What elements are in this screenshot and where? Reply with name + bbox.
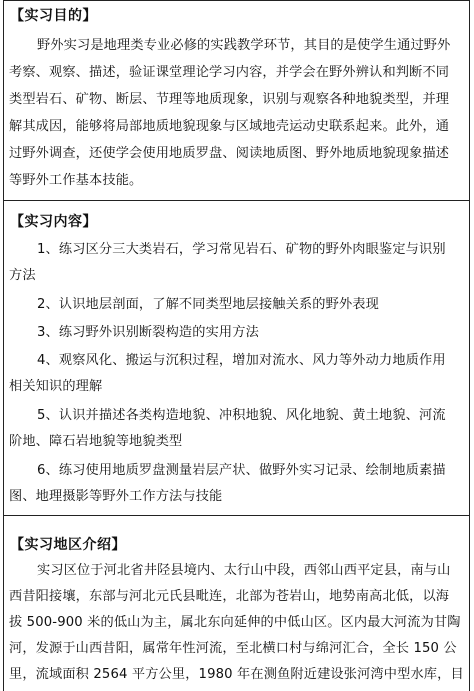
document-page (3, 0, 470, 691)
table-border-divider (3, 200, 470, 201)
table-border-top (3, 0, 470, 1)
list-item-line: 相关知识的理解 (9, 379, 103, 394)
paragraph-line: 野外实习是地理类专业必修的实践教学环节，其目的是使学生通过野外 (37, 38, 451, 53)
section-heading: 【实习目的】 (10, 8, 97, 24)
list-item-line: 1、练习区分三大类岩石，学习常见岩石、矿物的野外肉眼鉴定与识别 (37, 242, 446, 257)
list-item-line: 2、认识地层剖面，了解不同类型地层接触关系的野外表现 (37, 297, 379, 312)
list-item-line: 4、观察风化、搬运与沉积过程，增加对流水、风力等外动力地质作用 (37, 353, 446, 368)
table-border-divider (3, 515, 470, 516)
list-item-line: 方法 (9, 268, 36, 283)
list-item-line: 3、练习野外识别断裂构造的实用方法 (37, 325, 259, 340)
section-heading: 【实习内容】 (10, 214, 97, 230)
section-purpose (3, 0, 470, 200)
paragraph-line: 里，流域面积 2564 平方公里，1980 年在测鱼附近建设张河湾中型水库，目 (9, 667, 464, 682)
section-content (3, 200, 470, 515)
paragraph-line: 考察、观察、描述，验证课堂理论学习内容，并学会在野外辨认和判断不同 (9, 65, 450, 80)
paragraph-line: 河，发源于山西昔阳，属常年性河流，至北横口村与绵河汇合，全长 150 公 (9, 641, 457, 656)
paragraph-line: 等野外工作基本技能。 (9, 173, 143, 188)
paragraph-line: 拔 500-900 米的低山为主，属北东向延伸的中低山区。区内最大河流为甘陶 (9, 615, 461, 630)
section-heading: 【实习地区介绍】 (10, 537, 126, 553)
paragraph-line: 实习区位于河北省井陉县境内、太行山中段，西邻山西平定县，南与山 (37, 563, 451, 578)
section-area-intro (3, 515, 470, 691)
list-item-line: 6、练习使用地质罗盘测量岩层产状、做野外实习记录、绘制地质素描 (37, 463, 446, 478)
list-item-line: 5、认识并描述各类构造地貌、冲积地貌、风化地貌、黄土地貌、河流 (37, 408, 446, 423)
paragraph-line: 类型岩石、矿物、断层、节理等地质现象，识别与观察各种地貌类型，并理 (9, 92, 450, 107)
list-item-line: 阶地、障石岩地貌等地貌类型 (9, 434, 183, 449)
paragraph-line: 解其成因，能够将局部地质地貌现象与区域地壳运动史联系起来。此外，通 (9, 119, 450, 134)
paragraph-line: 西昔阳接壤，东部与河北元氏县毗连，北部为苍岩山，地势南高北低，以海 (9, 589, 450, 604)
paragraph-line: 过野外调查，还使学会使用地质罗盘、阅读地质图、野外地质地貌现象描述 (9, 146, 450, 161)
list-item-line: 图、地理摄影等野外工作方法与技能 (9, 489, 223, 504)
